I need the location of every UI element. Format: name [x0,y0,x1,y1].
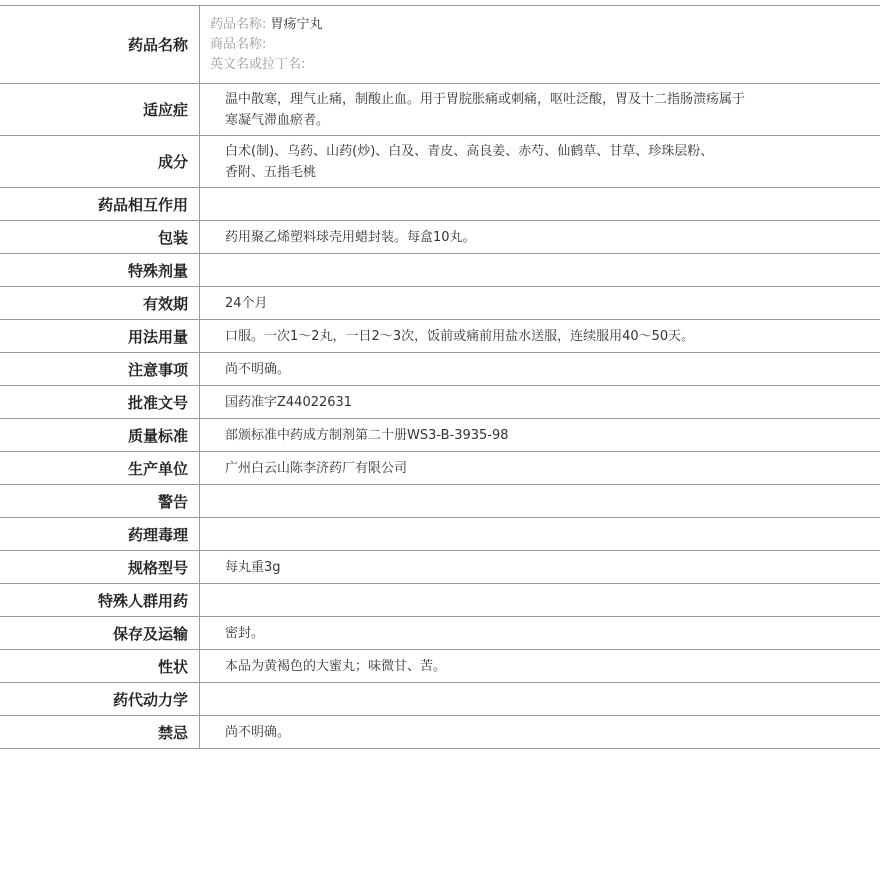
row-value [200,485,880,517]
row-value-line: 广州白云山陈李济药厂有限公司 [225,460,408,476]
row-value-line: 药用聚乙烯塑料球壳用蜡封装。每盒10丸。 [225,229,476,245]
row-label: 有效期 [0,287,200,319]
row-value [200,419,880,451]
info-row [0,386,880,419]
row-label: 警告 [0,485,200,517]
info-row [0,551,880,584]
row-value-line: 每丸重3g [225,559,281,575]
row-value [200,551,880,583]
row-value [200,188,880,220]
row-value [200,320,880,352]
row-value-line: 口服。一次1～2丸，一日2～3次，饭前或痛前用盐水送服，连续服用40～50天。 [225,328,695,344]
row-value [200,584,880,616]
info-row [0,287,880,320]
row-value-line: 白术(制)、乌药、山药(炒)、白及、青皮、高良姜、赤芍、仙鹤草、甘草、珍珠层粉、 [225,143,714,159]
row-value [200,452,880,484]
drug-name-line [210,15,870,35]
row-value-line: 寒凝气滞血瘀者。 [225,112,330,128]
info-row [0,419,880,452]
row-value-line: 温中散寒，理气止痛，制酸止血。用于胃脘胀痛或刺痛，呕吐泛酸，胃及十二指肠溃疡属于 [225,91,746,107]
row-value-line: 香附、五指毛桃 [225,164,317,180]
row-value-line: 本品为黄褐色的大蜜丸；味微甘、苦。 [225,658,447,674]
row-label: 禁忌 [0,716,200,748]
row-label: 注意事项 [0,353,200,385]
row-label: 质量标准 [0,419,200,451]
latin-name-key: 英文名或拉丁名: [210,56,306,72]
info-row [0,84,880,136]
drug-name-block [200,6,880,83]
row-label: 性状 [0,650,200,682]
info-row [0,683,880,716]
info-row [0,320,880,353]
row-label: 保存及运输 [0,617,200,649]
info-row [0,617,880,650]
info-row [0,188,880,221]
trade-name-line [210,35,870,55]
row-value-line: 部颁标准中药成方制剂第二十册WS3-B-3935-98 [225,427,509,443]
row-value [200,84,880,135]
row-label: 药品相互作用 [0,188,200,220]
row-label: 药代动力学 [0,683,200,715]
row-value [200,287,880,319]
row-label: 特殊剂量 [0,254,200,286]
row-drug-name [0,6,880,84]
info-rows [0,84,880,749]
row-value-line: 尚不明确。 [225,361,291,377]
row-value-line: 密封。 [225,625,265,641]
row-value [200,650,880,682]
row-value-line: 24个月 [225,295,268,311]
row-label: 包装 [0,221,200,253]
row-value [200,221,880,253]
info-row [0,584,880,617]
info-row [0,485,880,518]
row-label: 药理毒理 [0,518,200,550]
row-label: 用法用量 [0,320,200,352]
row-value [200,136,880,187]
row-label: 药品名称 [0,6,200,83]
row-label: 批准文号 [0,386,200,418]
row-value-line: 尚不明确。 [225,724,291,740]
row-value [200,254,880,286]
row-value [200,518,880,550]
info-row [0,353,880,386]
row-label: 规格型号 [0,551,200,583]
info-row [0,221,880,254]
trade-name-key: 商品名称: [210,36,267,52]
info-row [0,254,880,287]
info-row [0,650,880,683]
info-row [0,716,880,749]
latin-name-line [210,55,870,75]
row-label: 适应症 [0,84,200,135]
drug-info-table [0,5,880,749]
row-label: 生产单位 [0,452,200,484]
info-row [0,136,880,188]
drug-name-key: 药品名称: [210,16,267,32]
row-value-line: 国药准字Z44022631 [225,394,353,410]
info-row [0,518,880,551]
row-value [200,353,880,385]
row-value [200,683,880,715]
row-value [200,386,880,418]
info-row [0,452,880,485]
row-label: 特殊人群用药 [0,584,200,616]
drug-name-value: 胃疡宁丸 [270,16,323,32]
row-value [200,716,880,748]
row-value [200,617,880,649]
row-label: 成分 [0,136,200,187]
